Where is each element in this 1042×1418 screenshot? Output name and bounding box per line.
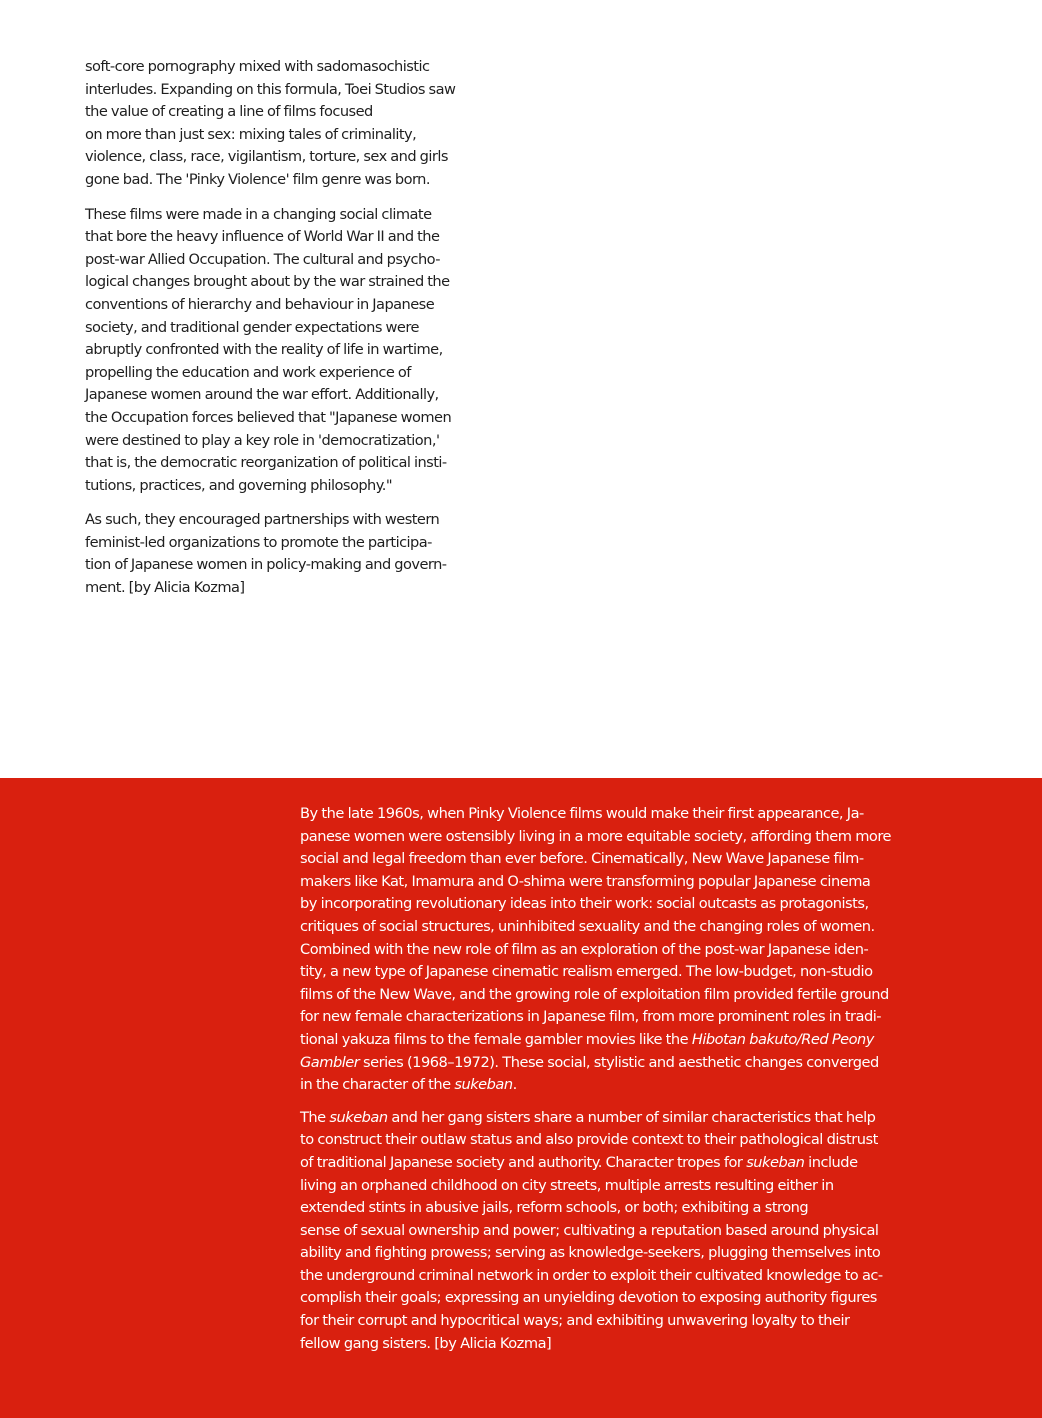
term-sukeban: sukeban <box>746 1153 805 1171</box>
lower-p2-text-c: include living an orphaned childhood on city streets, multiple arrests resulting either in extended stints in abusive jails, reform schools, or both; exhibiting a strong sense of sexual ownership and power; cultivating a reputation based around physical ability and fighting prowess; serving as knowledge-seekers, plugging themselves into the underground criminal network in order to exploit their cultivated knowledge to ac- complish their goals; expressing an unyielding devotion to exposing authority figures for their corrupt and hypocritical ways; and exhibiting unwavering loyalty to their fellow gang sisters. [by Alicia Kozma] <box>300 1153 883 1352</box>
lower-paragraph-2 <box>300 1107 980 1356</box>
term-sukeban: sukeban <box>329 1108 388 1126</box>
lower-text-column <box>300 803 980 1365</box>
lower-p2-text-b: and her gang sisters share a number of similar characteristics that help to construct their outlaw status and also provide context to their pathological distrust of traditional Japanese society and authority. Character tropes for <box>300 1108 878 1171</box>
lower-p2-text-a: The <box>300 1108 330 1126</box>
film-title-hibotan: Hibotan bakuto/Red Peony Gambler <box>300 1030 874 1071</box>
lower-p1-text-b: series (1968–1972). These social, stylistic and aesthetic changes converged in the character of the <box>300 1053 879 1094</box>
upper-paragraph-2: These films were made in a changing social climate that bore the heavy influence of World War II and the post-war Allied Occupation. The cultural and psycho- logical changes brought about by the war strained the conventions of hierarchy and behaviour in Japanese society, and traditional gender expectations were abruptly confronted with the reality of life in wartime, propelling the education and work experience of Japanese women around the war effort. Additionally, the Occupation forces believed that "Japanese women were destined to play a key role in 'democratization,' that is, the democratic reorganization of political insti- tutions, practices, and governing philosophy." <box>85 205 452 494</box>
term-sukeban: sukeban <box>454 1076 513 1094</box>
upper-text-column <box>85 56 515 612</box>
upper-paragraph-1: soft-core pornography mixed with sadomasochistic interludes. Expanding on this formula, Toei Studios saw the value of creating a line of films focused on more than just sex: mixing tales of criminality, violence, class, race, vigilantism, torture, sex and girls gone bad. The 'Pinky Violence' film genre was born. <box>85 58 456 188</box>
lower-p1-text-a: By the late 1960s, when Pinky Violence films would make their first appearance, Ja- panese women were ostensibly living in a more equitable society, affording them more social and legal freedom than ever before. Cinematically, New Wave Japanese film- makers like Kat, Imamura and O-shima were transforming popular Japanese cinema by incorporating revolutionary ideas into their work: social outcasts as protagonists, critiques of social structures, uninhibited sexuality and the changing roles of women. Combined with the new role of film as an exploration of the post-war Japanese iden- tity, a new type of Japanese cinematic realism emerged. The low-budget, non-studio films of the New Wave, and the growing role of exploitation film provided fertile ground for new female characterizations in Japanese film, from more prominent roles in tradi- tional yakuza films to the female gambler movies like the <box>300 805 892 1048</box>
lower-p1-text-c: . <box>512 1076 517 1094</box>
upper-paragraph-3: As such, they encouraged partnerships with western feminist-led organizations to promote the participa- tion of Japanese women in policy-making and govern- ment. [by Alicia Kozma] <box>85 511 447 597</box>
lower-paragraph-1 <box>300 803 980 1097</box>
